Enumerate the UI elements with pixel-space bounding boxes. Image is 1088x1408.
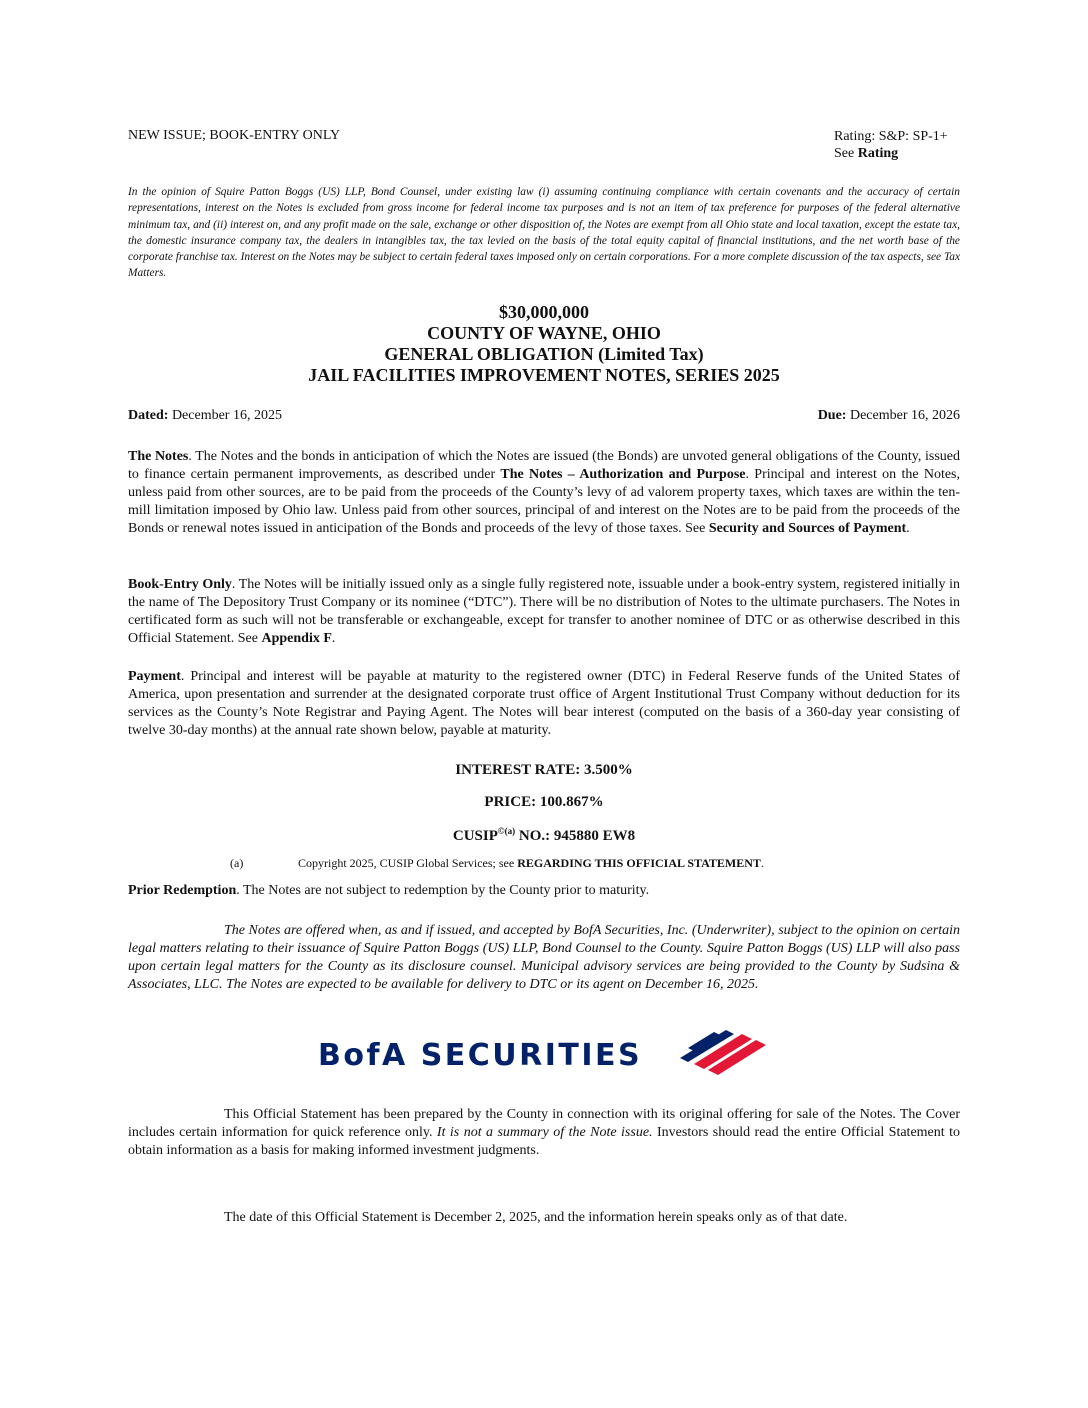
preparation-paragraph: This Official Statement has been prepared by the County in connection with its original offering for sale of the Notes. The Cover includes certain information for quick reference only. It is not a summary of the Note issue. Investors should read the entire Official Statement to obtain information as a basis for making informed investment judgments. <box>128 1107 960 1158</box>
title-issuer: COUNTY OF WAYNE, OHIO <box>427 323 661 343</box>
title-series: JAIL FACILITIES IMPROVEMENT NOTES, SERIES 2025 <box>308 365 780 385</box>
notes-paragraph: The Notes. The Notes and the bonds in anticipation of which the Notes are issued (the Bonds) are unvoted general obligations of the County, issued to finance certain permanent improvements, as described under The Notes – Authorization and Purpose. Principal and interest on the Notes, unless paid from other sources, are to be paid from the proceeds of the County’s levy of ad valorem property taxes, which taxes are within the ten-mill limitation imposed by Ohio law. Unless paid from other sources, principal of and interest on the Notes are to be paid from the proceeds of the Bonds or renewal notes issued in anticipation of the Bonds and proceeds of the levy of those taxes. See Security and Sources of Payment. <box>128 449 961 536</box>
rating-see: See Rating <box>834 146 899 161</box>
offering-paragraph: The Notes are offered when, as and if issued, and accepted by BofA Securities, Inc. (Underwriter), subject to the opinion on certain legal matters relating to their issuance of Squire Patton Boggs (US) LLP, Bond Counsel to the County. Squire Patton Boggs (US) LLP will also pass upon certain legal matters for the County as its disclosure counsel. Municipal advisory services are being provided to the County by Sudsina & Associates, LLC. The Notes are expected to be available for delivery to DTC or its agent on December 16, 2025. <box>128 923 960 992</box>
payment-paragraph: Payment. Principal and interest will be payable at maturity to the registered owner (DTC) in Federal Reserve funds of the United States of America, upon presentation and surrender at the designated corporate trust office of Argent Institutional Trust Company without deduction for its services as the County’s Note Registrar and Paying Agent. The Notes will bear interest (computed on the basis of a 360-day year consisting of twelve 30-day months) at the annual rate shown below, payable at maturity. <box>128 669 960 738</box>
prior-redemption: Prior Redemption. The Notes are not subject to redemption by the County prior to maturity. <box>128 883 650 898</box>
rating-line: Rating: S&P: SP-1+ <box>834 129 948 144</box>
statement-date: The date of this Official Statement is December 2, 2025, and the information herein speaks only as of that date. <box>224 1210 848 1225</box>
title-amount: $30,000,000 <box>499 302 589 322</box>
price: PRICE: 100.867% <box>484 794 604 810</box>
bofa-securities-logo <box>318 1026 778 1086</box>
logo-wordmark: BofA SECURITIES <box>318 1038 643 1073</box>
due: Due: December 16, 2026 <box>817 408 960 423</box>
book-entry-paragraph: Book-Entry Only. The Notes will be initially issued only as a single fully registered note, issuable under a book-entry system, registered initially in the name of The Depository Trust Company or its nominee (“DTC”). There will be no distribution of Notes to the ultimate purchasers. The Notes in certificated form as such will not be transferable or exchangeable, except for transfer to another nominee of DTC or as otherwise described in this Official Statement. See Appendix F. <box>128 577 961 646</box>
rating-link: Rating <box>857 146 899 161</box>
dates-row <box>128 408 960 424</box>
issue-type: NEW ISSUE; BOOK-ENTRY ONLY <box>128 128 341 143</box>
title-block <box>128 302 960 386</box>
tax-opinion: In the opinion of Squire Patton Boggs (US) LLP, Bond Counsel, under existing law (i) assuming continuing compliance with certain covenants and the accuracy of certain representations, interest on the Notes is excluded from gross income for federal income tax purposes and is not an item of tax preference for purposes of the federal alternative minimum tax, and (ii) interest on, and any profit made on the sale, exchange or other disposition of, the Notes are exempt from all Ohio state and local taxation, except the estate tax, the domestic insurance company tax, the dealers in intangibles tax, the tax levied on the basis of the total equity capital of financial institutions, and the net worth base of the corporate franchise tax. Interest on the Notes may be subject to certain federal taxes imposed only on certain corporations. For a more complete discussion of the tax aspects, see Tax Matters. <box>128 186 961 280</box>
official-statement-cover: NEW ISSUE; BOOK-ENTRY ONLY Rating: S&P: SP-1+ See Rating In the opinion of Squire Patton Boggs (US) LLP, Bond Counsel, under existing law (i) assuming continuing compliance with certain covenants and the accuracy of certain representations, interest on the Notes is excluded from gross income for federal income tax purposes and is not an item of tax preference for purposes of the federal alternative minimum tax, and (ii) interest on, and any profit made on the sale, exchange or other disposition of, the Notes are exempt from all Ohio state and local taxation, except the estate tax, the domestic insurance company tax, the dealers in intangibles tax, the tax levied on the basis of the total equity capital of financial institutions, and the net worth base of the corporate franchise tax. Interest on the Notes may be subject to certain federal taxes imposed only on certain corporations. For a more complete discussion of the tax aspects, see Tax Matters. $30,000,000 COUNTY OF WAYNE, OHIO GENERAL OBLIGATION (Limited Tax) JAIL FACILITIES IMPROVEMENT NOTES, SERIES 2025 Dated: December 16, 2025 Due: December 16, 2026 The Notes. The Notes and the bonds in anticipation of which the Notes are issued (the Bonds) are unvoted general obligations of the County, issued to finance certain permanent improvements, as described under The Notes – Authorization and Purpose. Principal and interest on the Notes, unless paid from other sources, are to be paid from the proceeds of the County’s levy of ad valorem property taxes, which taxes are within the ten-mill limitation imposed by Ohio law. Unless paid from other sources, principal of and interest on the Notes are to be paid from the proceeds of the Bonds or renewal notes issued in anticipation of the Bonds and proceeds of the levy of those taxes. See Security and Sources of Payment. Book-Entry Only. The Notes will be initially issued only as a single fully registered note, issuable under a book-entry system, registered initially in the name of The Depository Trust Company or its nominee (“DTC”). There will be no distribution of Notes to the ultimate purchasers. The Notes in certificated form as such will not be transferable or exchangeable, except for transfer to another nominee of DTC or as otherwise described in this Official Statement. See Appendix F. Payment. Principal and interest will be payable at maturity to the registered owner (DTC) in Federal Reserve funds of the United States of America, upon presentation and surrender at the designated corporate trust office of Argent Institutional Trust Company without deduction for its services as the County’s Note Registrar and Paying Agent. The Notes will bear interest (computed on the basis of a 360-day year consisting of twelve 30-day months) at the annual rate shown below, payable at maturity. INTEREST RATE: 3.500% PRICE: 100.867% $CUSIP^{©(a)}$ NO.: 945880 EW8 (a) Copyright 2025, CUSIP Global Services; see REGARDING THIS OFFICIAL STATEMENT. Prior Redemption. The Notes are not subject to redemption by the County prior to maturity. The Notes are offered when, as and if issued, and accepted by BofA Securities, Inc. (Underwriter), subject to the opinion on certain legal matters relating to their issuance of Squire Patton Boggs (US) LLP, Bond Counsel to the County. Squire Patton Boggs (US) LLP will also pass upon certain legal matters for the County as its disclosure counsel. Municipal advisory services are being provided to the County by Sudsina & Associates, LLC. The Notes are expected to be available for delivery to DTC or its agent on December 16, 2025. BofA SECURITIES This Official Statement has been prepared by the County in connection with its original offering for sale of the Notes. The Cover includes certain information for quick reference only. It is not a summary of the Note issue. Investors should read the entire Official Statement to obtain information as a basis for making informed investment judgments. The date of this Official Statement is December 2, 2025, and the information herein speaks only as of that date. <box>128 128 961 1225</box>
cusip: $CUSIP^{©(a)}$ NO.: 945880 EW8 <box>452 826 636 844</box>
flag-icon <box>674 1026 770 1078</box>
rating-block <box>834 128 948 162</box>
title-type: GENERAL OBLIGATION (Limited Tax) <box>384 344 704 364</box>
dated: Dated: December 16, 2025 <box>128 408 282 423</box>
interest-rate: INTEREST RATE: 3.500% <box>455 762 633 778</box>
